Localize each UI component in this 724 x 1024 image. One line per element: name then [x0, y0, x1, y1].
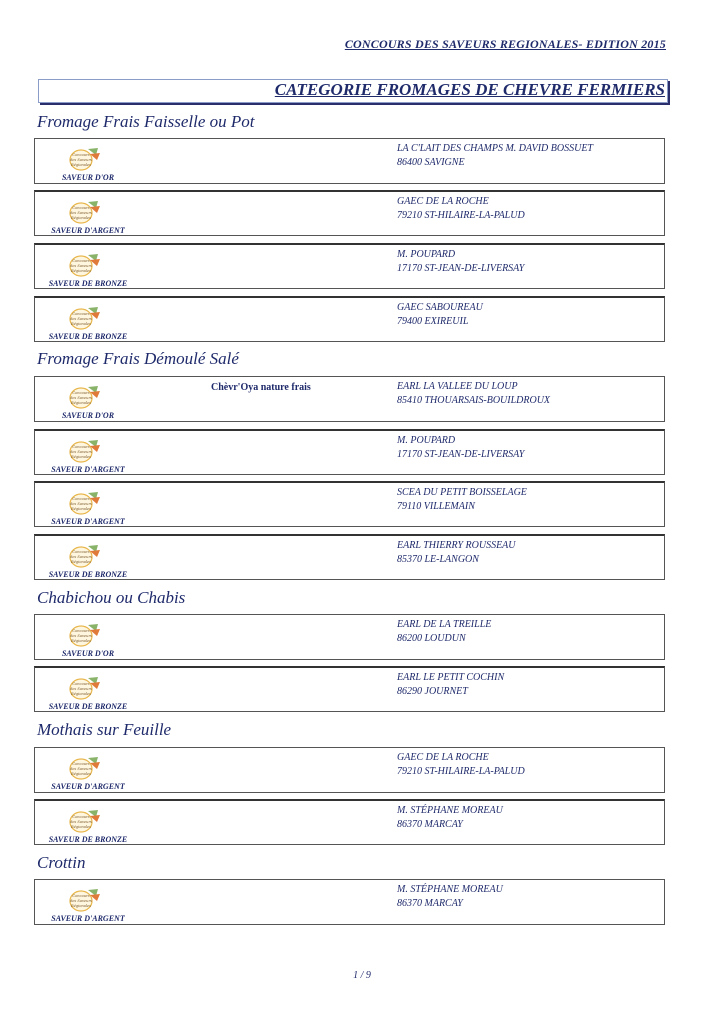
logo-text: Régionales [70, 269, 92, 273]
banner-accent [38, 79, 43, 102]
producer-address: 79110 VILLEMAIN [397, 501, 475, 512]
logo-text: Régionales [70, 322, 92, 326]
logo-text: des Saveurs [69, 634, 93, 638]
producer-address: 79210 ST-HILAIRE-LA-PALUD [397, 210, 525, 221]
producer-name: GAEC DE LA ROCHE [397, 196, 489, 207]
logo-text: Régionales [70, 692, 92, 696]
category-title: CATEGORIE FROMAGES DE CHEVRE FERMIERS [274, 80, 665, 99]
saveurs-regionales-logo [68, 622, 104, 648]
award-label: SAVEUR D'ARGENT [51, 782, 125, 791]
saveurs-regionales-logo [68, 543, 104, 569]
award-label: SAVEUR D'OR [61, 649, 115, 658]
saveurs-regionales-logo [68, 305, 104, 331]
logo-text: des Saveurs [69, 502, 93, 506]
logo-text: Régionales [70, 163, 92, 167]
award-entry [34, 481, 665, 527]
logo-text: Concours [72, 206, 90, 210]
logo-text: des Saveurs [69, 899, 93, 903]
logo-text: des Saveurs [69, 687, 93, 691]
producer-name: EARL LA VALLEE DU LOUP [397, 381, 518, 392]
award-entry [34, 799, 665, 845]
award-entry [34, 747, 665, 793]
award-label: SAVEUR D'ARGENT [51, 517, 125, 526]
logo-text: Concours [72, 153, 90, 157]
producer-address: 85370 LE-LANGON [397, 554, 479, 565]
logo-text: Concours [72, 391, 90, 395]
logo-text: des Saveurs [69, 211, 93, 215]
logo-text: Concours [72, 497, 90, 501]
producer-address: 79400 EXIREUIL [397, 316, 469, 327]
award-entry [34, 429, 665, 475]
logo-text: Régionales [70, 401, 92, 405]
logo-text: Concours [72, 682, 90, 686]
logo-text: des Saveurs [69, 450, 93, 454]
award-label: SAVEUR DE BRONZE [48, 332, 128, 341]
award-label: SAVEUR DE BRONZE [48, 835, 128, 844]
award-entry [34, 243, 665, 289]
logo-text: Concours [72, 762, 90, 766]
saveurs-regionales-logo [68, 438, 104, 464]
producer-name: GAEC SABOUREAU [397, 302, 483, 313]
award-entry [34, 296, 665, 342]
logo-text: Régionales [70, 904, 92, 908]
saveurs-regionales-logo [68, 490, 104, 516]
section-title: Crottin [37, 853, 86, 872]
page-header: CONCOURS DES SAVEURS REGIONALES- EDITION 2015 [344, 37, 666, 51]
award-label: SAVEUR D'ARGENT [51, 914, 125, 923]
producer-name: LA C'LAIT DES CHAMPS M. DAVID BOSSUET [397, 143, 593, 154]
producer-address: 79210 ST-HILAIRE-LA-PALUD [397, 766, 525, 777]
award-entry [34, 666, 665, 712]
logo-text: des Saveurs [69, 396, 93, 400]
producer-name: M. STÉPHANE MOREAU [397, 805, 503, 816]
award-label: SAVEUR DE BRONZE [48, 702, 128, 711]
award-entry [34, 534, 665, 580]
logo-text: Concours [72, 815, 90, 819]
producer-name: GAEC DE LA ROCHE [397, 752, 489, 763]
award-label: SAVEUR D'ARGENT [51, 226, 125, 235]
saveurs-regionales-logo [68, 384, 104, 410]
logo-text: des Saveurs [69, 317, 93, 321]
saveurs-regionales-logo [68, 199, 104, 225]
producer-address: 86200 LOUDUN [397, 633, 466, 644]
award-entry [34, 376, 665, 422]
section-title: Fromage Frais Démoulé Salé [37, 349, 239, 368]
saveurs-regionales-logo [68, 252, 104, 278]
logo-text: Concours [72, 259, 90, 263]
logo-text: Régionales [70, 639, 92, 643]
award-entry [34, 614, 665, 660]
logo-text: Régionales [70, 216, 92, 220]
logo-text: Régionales [70, 560, 92, 564]
logo-text: Concours [72, 629, 90, 633]
section-title: Mothais sur Feuille [37, 720, 172, 739]
product-name: Chèvr'Oya nature frais [211, 382, 311, 393]
logo-text: Concours [72, 894, 90, 898]
award-label: SAVEUR DE BRONZE [48, 279, 128, 288]
producer-name: M. POUPARD [397, 435, 456, 446]
saveurs-regionales-logo [68, 146, 104, 172]
award-label: SAVEUR D'ARGENT [51, 465, 125, 474]
logo-text: Concours [72, 445, 90, 449]
award-entry [34, 190, 665, 236]
saveurs-regionales-logo [68, 887, 104, 913]
logo-text: Régionales [70, 825, 92, 829]
producer-address: 86400 SAVIGNE [397, 157, 465, 168]
producer-address: 86290 JOURNET [397, 686, 468, 697]
logo-text: Régionales [70, 455, 92, 459]
producer-address: 17170 ST-JEAN-DE-LIVERSAY [397, 449, 525, 460]
award-entry [34, 879, 665, 925]
award-entry [34, 138, 665, 184]
producer-address: 86370 MARCAY [397, 898, 463, 909]
producer-address: 85410 THOUARSAIS-BOUILDROUX [397, 395, 551, 406]
logo-text: des Saveurs [69, 767, 93, 771]
award-label: SAVEUR D'OR [61, 411, 115, 420]
producer-name: EARL LE PETIT COCHIN [397, 672, 505, 683]
award-label: SAVEUR D'OR [61, 173, 115, 182]
logo-text: Régionales [70, 772, 92, 776]
producer-address: 17170 ST-JEAN-DE-LIVERSAY [397, 263, 525, 274]
logo-text: Concours [72, 550, 90, 554]
section-title: Chabichou ou Chabis [37, 588, 186, 607]
saveurs-regionales-logo [68, 755, 104, 781]
producer-address: 86370 MARCAY [397, 819, 463, 830]
logo-text: des Saveurs [69, 555, 93, 559]
logo-text: Régionales [70, 507, 92, 511]
logo-text: Concours [72, 312, 90, 316]
producer-name: M. STÉPHANE MOREAU [397, 884, 503, 895]
producer-name: M. POUPARD [397, 249, 456, 260]
logo-text: des Saveurs [69, 158, 93, 162]
award-label: SAVEUR DE BRONZE [48, 570, 128, 579]
producer-name: EARL THIERRY ROUSSEAU [397, 540, 516, 551]
producer-name: SCEA DU PETIT BOISSELAGE [397, 487, 527, 498]
saveurs-regionales-logo [68, 808, 104, 834]
category-banner [38, 79, 668, 103]
logo-text: des Saveurs [69, 264, 93, 268]
logo-text: des Saveurs [69, 820, 93, 824]
section-title: Fromage Frais Faisselle ou Pot [37, 112, 255, 131]
page-number: 1 / 9 [353, 970, 371, 981]
saveurs-regionales-logo [68, 675, 104, 701]
producer-name: EARL DE LA TREILLE [397, 619, 492, 630]
